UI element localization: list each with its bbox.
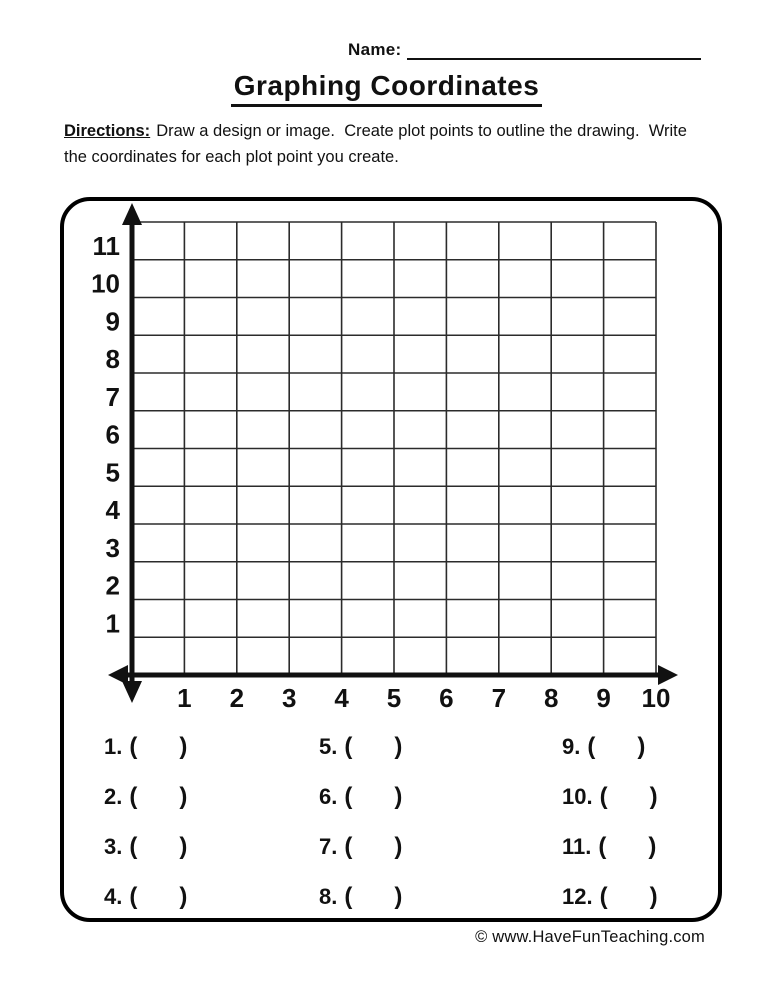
answer-slot-3 <box>104 822 187 872</box>
answer-number: 9. <box>562 734 581 759</box>
y-axis-tick-label: 9 <box>105 306 120 337</box>
y-axis-up-arrow-icon <box>122 203 142 225</box>
answer-slot-4 <box>104 872 187 922</box>
x-axis-tick-label: 1 <box>177 683 192 713</box>
answer-slot-11 <box>562 822 658 872</box>
x-axis-left-arrow-icon <box>108 665 128 685</box>
answer-number: 12. <box>562 884 593 909</box>
y-axis-tick-label: 7 <box>105 381 120 412</box>
copyright-credit: © www.HaveFunTeaching.com <box>475 928 705 946</box>
title-wrap <box>0 70 773 107</box>
coordinate-blank <box>137 747 179 748</box>
answer-slot-10 <box>562 772 658 822</box>
open-paren: ( <box>344 883 353 910</box>
y-axis-tick-label: 8 <box>105 344 120 374</box>
answer-column-3 <box>562 722 658 922</box>
y-axis-tick-label: 3 <box>105 532 120 563</box>
x-axis-tick-label: 3 <box>281 683 297 713</box>
coordinate-blank <box>352 897 394 898</box>
open-paren: ( <box>599 783 608 810</box>
answer-number: 5. <box>319 734 338 759</box>
name-block <box>348 38 701 60</box>
answer-slot-5 <box>319 722 402 772</box>
y-axis-tick-label: 5 <box>105 457 120 488</box>
answer-number: 4. <box>104 884 123 909</box>
open-paren: ( <box>599 883 608 910</box>
close-paren: ) <box>394 783 403 810</box>
x-axis-tick-label: 8 <box>543 683 559 713</box>
answer-slot-8 <box>319 872 402 922</box>
answer-slot-2 <box>104 772 187 822</box>
answer-number: 3. <box>104 834 123 859</box>
directions-text <box>64 118 724 170</box>
close-paren: ) <box>637 733 646 760</box>
coordinate-blank <box>137 797 179 798</box>
coordinate-blank <box>352 847 394 848</box>
answer-number: 8. <box>319 884 338 909</box>
answer-slot-6 <box>319 772 402 822</box>
close-paren: ) <box>649 783 658 810</box>
answer-column-1 <box>104 722 187 922</box>
page-title: Graphing Coordinates <box>231 70 543 107</box>
open-paren: ( <box>587 733 596 760</box>
close-paren: ) <box>179 833 188 860</box>
open-paren: ( <box>129 733 138 760</box>
name-label: Name: <box>348 40 402 59</box>
coordinate-blank <box>137 847 179 848</box>
directions-line-1: Draw a design or image. Create plot points to outline the drawing. Write <box>156 122 687 140</box>
y-axis-tick-label: 4 <box>105 495 120 525</box>
x-axis-tick-label: 9 <box>596 683 611 713</box>
coordinate-blank <box>608 797 650 798</box>
close-paren: ) <box>394 833 403 860</box>
close-paren: ) <box>179 733 188 760</box>
open-paren: ( <box>129 833 138 860</box>
answer-number: 10. <box>562 784 593 809</box>
open-paren: ( <box>129 883 138 910</box>
close-paren: ) <box>394 733 403 760</box>
x-axis-tick-label: 10 <box>641 683 671 713</box>
answer-number: 6. <box>319 784 338 809</box>
answer-number: 2. <box>104 784 123 809</box>
close-paren: ) <box>649 883 658 910</box>
x-axis-right-arrow-icon <box>658 665 678 685</box>
answer-slot-12 <box>562 872 658 922</box>
directions-line-2: the coordinates for each plot point you create. <box>64 148 399 166</box>
answer-slot-7 <box>319 822 402 872</box>
coordinate-blank <box>137 897 179 898</box>
answer-column-2 <box>319 722 402 922</box>
x-axis-tick-label: 6 <box>439 683 454 713</box>
x-axis-tick-label: 4 <box>334 683 349 713</box>
coordinate-blank <box>352 797 394 798</box>
x-axis-tick-label: 7 <box>491 683 507 713</box>
answer-number: 11. <box>562 834 592 859</box>
y-axis-tick-label: 2 <box>105 570 120 601</box>
name-blank-line <box>407 38 701 60</box>
answer-slot-1 <box>104 722 187 772</box>
close-paren: ) <box>179 883 188 910</box>
y-axis-tick-label: 1 <box>105 608 120 639</box>
answer-number: 1. <box>104 734 123 759</box>
close-paren: ) <box>394 883 403 910</box>
open-paren: ( <box>598 833 607 860</box>
y-axis-tick-label: 11 <box>92 230 120 261</box>
coordinate-blank <box>595 747 637 748</box>
coordinate-blank <box>608 897 650 898</box>
open-paren: ( <box>129 783 138 810</box>
x-axis-tick-label: 2 <box>229 683 245 713</box>
coordinate-blank <box>606 847 648 848</box>
open-paren: ( <box>344 833 353 860</box>
coordinate-blank <box>352 747 394 748</box>
y-axis-tick-label: 10 <box>91 268 120 299</box>
directions-label: Directions: <box>64 122 151 140</box>
open-paren: ( <box>344 783 353 810</box>
answer-slot-9 <box>562 722 658 772</box>
y-axis-down-arrow-icon <box>122 681 142 703</box>
y-axis-tick-label: 6 <box>105 419 120 450</box>
x-axis-tick-label: 5 <box>386 683 402 713</box>
answer-number: 7. <box>319 834 338 859</box>
close-paren: ) <box>179 783 188 810</box>
open-paren: ( <box>344 733 353 760</box>
close-paren: ) <box>648 833 657 860</box>
